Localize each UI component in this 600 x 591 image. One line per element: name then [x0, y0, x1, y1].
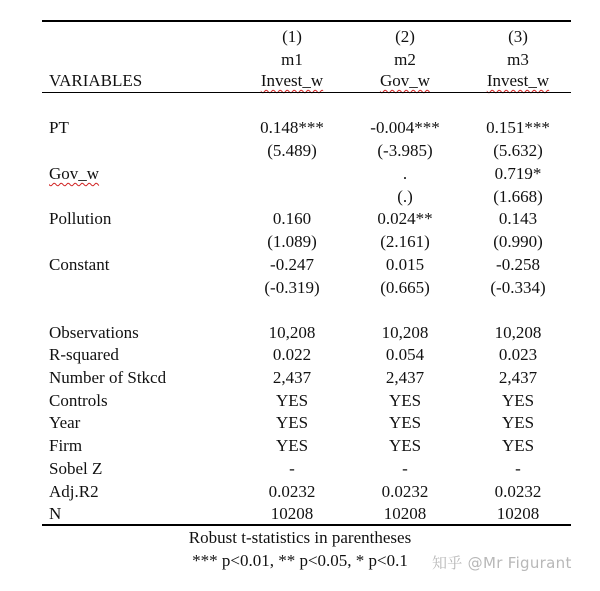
cell-col1: 10208	[270, 504, 314, 523]
table-row	[0, 253, 600, 276]
row-label: Gov_w	[49, 164, 100, 183]
table-row	[0, 457, 600, 480]
row-label: N	[49, 504, 62, 523]
cell-col3: 10208	[496, 504, 540, 523]
col2-model: m2	[394, 50, 416, 69]
table-row	[0, 389, 600, 412]
cell-col1: 10,208	[268, 323, 316, 342]
cell-col2: -0.004***	[370, 118, 440, 137]
table-row	[0, 230, 600, 253]
cell-col2: (0.665)	[380, 278, 430, 297]
cell-col1: (1.089)	[267, 232, 317, 251]
note-significance: *** p<0.01, ** p<0.05, * p<0.1	[192, 551, 408, 570]
cell-col2: 10208	[383, 504, 427, 523]
table-row	[0, 207, 600, 230]
cell-col3: (5.632)	[493, 141, 543, 160]
cell-col2: (.)	[397, 187, 413, 206]
header-rule	[42, 92, 571, 93]
cell-col1: 0.148***	[260, 118, 324, 137]
row-label: Firm	[49, 436, 83, 455]
col2-dependent: Gov_w	[379, 71, 431, 90]
table-row	[0, 480, 600, 503]
col1-dependent: Invest_w	[260, 71, 324, 90]
cell-col3: YES	[501, 391, 535, 410]
top-rule	[42, 20, 571, 22]
cell-col3: YES	[501, 413, 535, 432]
cell-col1: YES	[275, 436, 309, 455]
table-row	[0, 343, 600, 366]
note-robust: Robust t-statistics in parentheses	[188, 528, 412, 547]
cell-col1: 0.0232	[268, 482, 316, 501]
row-label: Controls	[49, 391, 108, 410]
cell-col2: 0.0232	[381, 482, 429, 501]
cell-col2: -	[402, 459, 408, 478]
cell-col3: 2,437	[498, 368, 538, 387]
cell-col3: YES	[501, 436, 535, 455]
table-row	[0, 411, 600, 434]
row-label: Number of Stkcd	[49, 368, 167, 387]
table-row	[0, 366, 600, 389]
col1-model: m1	[281, 50, 303, 69]
cell-col2: 0.024**	[377, 209, 433, 228]
col3-dependent: Invest_w	[486, 71, 550, 90]
cell-col1: (5.489)	[267, 141, 317, 160]
cell-col2: YES	[388, 413, 422, 432]
cell-col1: 0.022	[272, 345, 312, 364]
row-label: Observations	[49, 323, 139, 342]
cell-col1: YES	[275, 413, 309, 432]
row-label: Constant	[49, 255, 110, 274]
cell-col3: 0.0232	[494, 482, 542, 501]
row-label: PT	[49, 118, 69, 137]
table-row	[0, 321, 600, 344]
cell-col2: 2,437	[385, 368, 425, 387]
cell-col2: 0.054	[385, 345, 425, 364]
cell-col3: 0.023	[498, 345, 538, 364]
table-row	[0, 116, 600, 139]
table-row	[0, 276, 600, 299]
cell-col2: (-3.985)	[377, 141, 433, 160]
variables-label: VARIABLES	[49, 71, 143, 90]
cell-col1: -	[289, 459, 295, 478]
cell-col1: 2,437	[272, 368, 312, 387]
col3-number: (3)	[508, 27, 528, 46]
cell-col3: -	[515, 459, 521, 478]
col3-model: m3	[507, 50, 529, 69]
table-row	[0, 162, 600, 185]
row-label: Year	[49, 413, 81, 432]
cell-col1: 0.160	[272, 209, 312, 228]
table-row	[0, 185, 600, 208]
cell-col3: 0.151***	[486, 118, 550, 137]
cell-col2: 0.015	[385, 255, 425, 274]
cell-col3: (0.990)	[493, 232, 543, 251]
table-row	[0, 139, 600, 162]
row-label: Sobel Z	[49, 459, 103, 478]
cell-col2: YES	[388, 391, 422, 410]
row-label: Adj.R2	[49, 482, 99, 501]
cell-col3: 10,208	[494, 323, 542, 342]
cell-col3: 0.719*	[494, 164, 542, 183]
table-row	[0, 434, 600, 457]
cell-col2: YES	[388, 436, 422, 455]
zhihu-watermark: 知乎 @Mr Figurant	[432, 554, 572, 572]
cell-col3: -0.258	[496, 255, 540, 274]
cell-col1: YES	[275, 391, 309, 410]
row-label: R-squared	[49, 345, 119, 364]
cell-col1: (-0.319)	[264, 278, 320, 297]
cell-col3: (-0.334)	[490, 278, 546, 297]
cell-col2: (2.161)	[380, 232, 430, 251]
row-label: Pollution	[49, 209, 112, 228]
col1-number: (1)	[282, 27, 302, 46]
table-row	[0, 502, 600, 525]
cell-col2: .	[402, 164, 408, 183]
cell-col3: 0.143	[498, 209, 538, 228]
col2-number: (2)	[395, 27, 415, 46]
bottom-rule	[42, 524, 571, 526]
cell-col1: -0.247	[270, 255, 314, 274]
cell-col3: (1.668)	[493, 187, 543, 206]
cell-col2: 10,208	[381, 323, 429, 342]
